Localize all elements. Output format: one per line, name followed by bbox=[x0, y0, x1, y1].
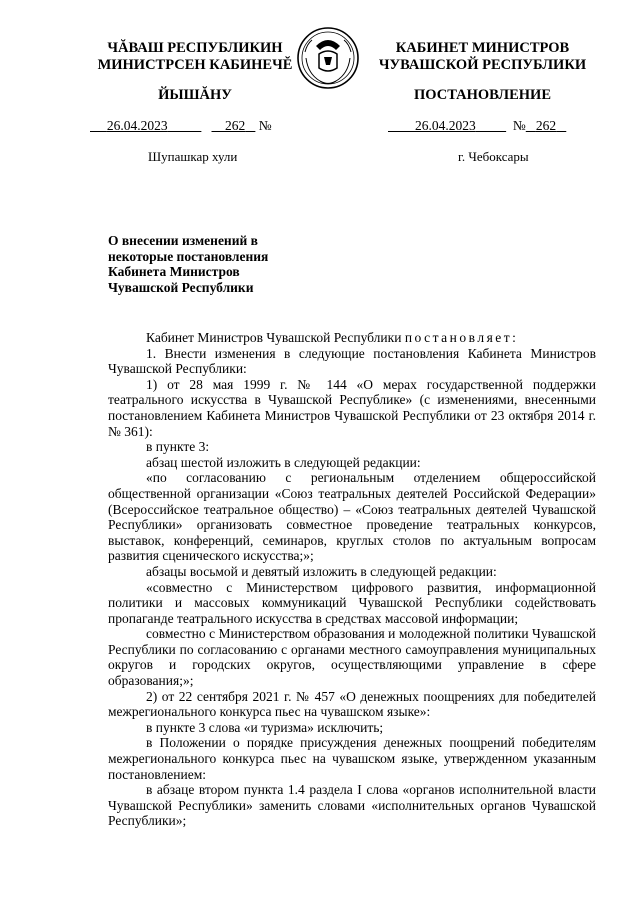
right-place: г. Чебоксары bbox=[458, 149, 529, 164]
left-decree-title: ЙЫШĂНУ bbox=[158, 87, 232, 103]
coat-of-arms-emblem bbox=[296, 24, 360, 92]
right-title-line1: КАБИНЕТ МИНИСТРОВ bbox=[395, 40, 570, 56]
body-paragraph: в пункте 3 слова «и туризма» исключить; bbox=[146, 719, 384, 735]
body-paragraph: в пункте 3: bbox=[146, 439, 210, 455]
left-title-line2: МИНИСТРСЕН КАБИНЕЧĔ bbox=[97, 57, 293, 73]
left-authority-title bbox=[80, 40, 310, 74]
left-number-line bbox=[90, 118, 272, 134]
right-authority-title bbox=[370, 40, 595, 74]
body-paragraph: «по согласованию с региональным отделением общероссийской общественной организации «Союз театральных деятелей Российской Федерации» (Всероссийское театральное общество) – «Союз театральных деятелей Чувашской Республики» организовать совместное проведение театральных конкурсов, выставок, конференций, семинаров, круглых столов по актуальным вопросам развития сценического искусства;»; bbox=[108, 470, 596, 564]
body-paragraph: 1. Внести изменения в следующие постановления Кабинета Министров Чувашской Республики: bbox=[108, 345, 596, 377]
right-number: 262 bbox=[535, 118, 557, 133]
right-title-line2: ЧУВАШСКОЙ РЕСПУБЛИКИ bbox=[378, 57, 587, 73]
left-place: Шупашкар хули bbox=[148, 149, 238, 164]
left-number: 262 bbox=[225, 118, 246, 133]
body-paragraph: в Положении о порядке присуждения денежных поощрений победителям межрегионального конкурса пьес на чувашском языке, утвержденном указанным постановлением: bbox=[108, 735, 596, 782]
document-subject: О внесении изменений в некоторые постановления Кабинета Министров Чувашской Республики bbox=[108, 233, 269, 295]
body-paragraph: абзацы восьмой и девятый изложить в следующей редакции: bbox=[146, 563, 497, 579]
intro-paragraph bbox=[108, 330, 596, 346]
right-date: 26.04.2023 bbox=[415, 118, 476, 133]
right-number-line bbox=[388, 118, 566, 134]
left-title-line1: ЧĂВАШ РЕСПУБЛИКИН bbox=[107, 40, 283, 56]
body-paragraph: 2) от 22 сентября 2021 г. № 457 «О денежных поощрениях для победителей межрегионального конкурса пьес на чувашском языке»: bbox=[108, 688, 596, 720]
body-paragraph: 1) от 28 мая 1999 г. № 144 «О мерах государственной поддержки театрального искусства в Чувашской Республике» (с изменениями, внесенными постановлением Кабинета Министров Чувашской Республики от 23 октября 2014 г. № 361): bbox=[108, 376, 596, 439]
body-paragraph: в абзаце втором пункта 1.4 раздела I слова «органов исполнительной власти Чувашской Республики» заменить словами «исполнительных органов Чувашской Республики»; bbox=[108, 782, 596, 829]
document-body bbox=[108, 330, 596, 829]
right-number-sign: № bbox=[512, 118, 526, 133]
left-number-sign: № bbox=[258, 118, 272, 133]
intro-verb: постановляет: bbox=[404, 330, 519, 345]
intro-prefix: Кабинет Министров Чувашской Республики bbox=[146, 330, 402, 345]
left-date: 26.04.2023 bbox=[106, 118, 168, 133]
right-decree-title: ПОСТАНОВЛЕНИЕ bbox=[413, 87, 551, 103]
body-paragraph: «совместно с Министерством цифрового развития, информационной политики и массовых коммуникаций Чувашской Республики содействовать пропаганде театрального искусства в средствах массовой информации; bbox=[108, 579, 596, 626]
body-paragraph: совместно с Министерством образования и молодежной политики Чувашской Республики по согласованию с органами местного самоуправления муниципальных округов и городских округов, осуществляющими управление в сфере образования;»; bbox=[108, 626, 596, 689]
body-paragraph: абзац шестой изложить в следующей редакции: bbox=[146, 454, 421, 470]
